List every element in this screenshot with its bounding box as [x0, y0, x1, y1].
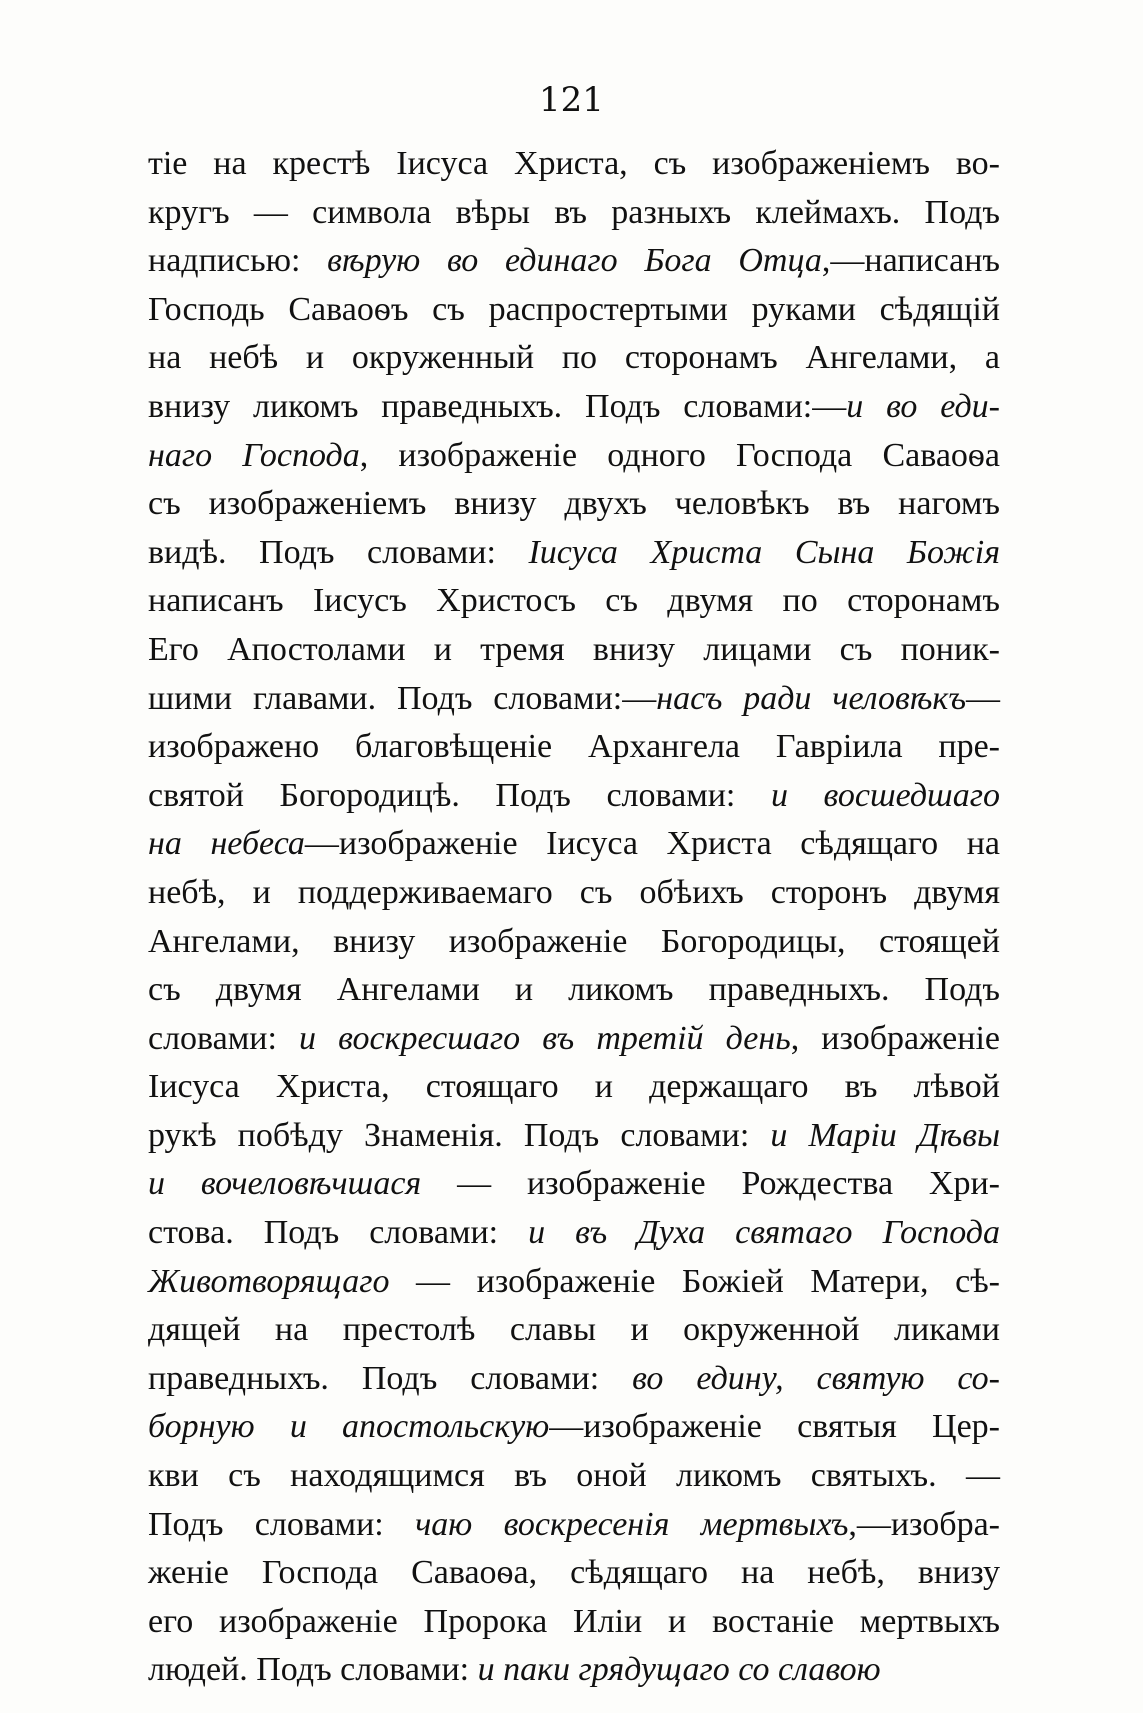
text-segment: написанъ Іисусъ Христосъ съ двумя по сторонамъ: [148, 582, 1000, 620]
italic-quote: вѣрую во единаго Бога Отца: [327, 242, 822, 280]
text-segment: словами:: [148, 1019, 300, 1057]
text-segment: Ангелами, внизу изображеніе Богородицы, стоящей: [148, 922, 1000, 960]
italic-quote: насъ ради человѣкъ: [656, 679, 966, 717]
text-line: [148, 1403, 1000, 1452]
text-line: [148, 772, 1000, 821]
text-segment: на небѣ и окруженный по сторонамъ Ангелами, а: [148, 339, 1000, 377]
text-line: [148, 1063, 1000, 1112]
text-segment: дящей на престолѣ славы и окруженной ликами: [148, 1311, 1000, 1349]
text-line: [148, 1452, 1000, 1501]
text-line: [148, 1160, 1000, 1209]
text-line: [148, 1355, 1000, 1404]
text-segment: —изображеніе Іисуса Христа сѣдящаго на: [304, 825, 1000, 863]
text-segment: съ изображеніемъ внизу двухъ человѣкъ въ нагомъ: [148, 485, 1000, 523]
text-line: [148, 1646, 1000, 1695]
text-segment: Господь Саваоѳъ съ распростертыми руками сѣдящій: [148, 290, 1000, 328]
text-segment: женіе Господа Саваоѳа, сѣдящаго на небѣ, внизу: [148, 1554, 1000, 1592]
text-line: [148, 140, 1000, 189]
italic-quote: и паки грядущаго со славою: [477, 1651, 881, 1689]
text-segment: ,—изобра-: [848, 1505, 1000, 1543]
italic-quote: и вочеловѣчшася: [148, 1165, 422, 1203]
text-segment: ,—написанъ: [821, 242, 1001, 280]
text-segment: —: [966, 679, 1000, 717]
text-line: [148, 334, 1000, 383]
text-segment: съ двумя Ангелами и ликомъ праведныхъ. Подъ: [148, 971, 1000, 1009]
text-segment: праведныхъ. Подъ словами:: [148, 1359, 633, 1397]
italic-quote: и восшедшаго: [770, 776, 1000, 814]
text-line: [148, 432, 1000, 481]
page-number: 121: [539, 80, 604, 120]
text-segment: шими главами. Подъ словами:—: [148, 679, 657, 717]
italic-quote: чаю воскресенія мертвыхъ: [415, 1505, 849, 1543]
text-line: [148, 723, 1000, 772]
text-line: [148, 237, 1000, 286]
text-line: [148, 529, 1000, 578]
text-line: [148, 189, 1000, 238]
text-segment: его изображеніе Пророка Иліи и востаніе мертвыхъ: [148, 1602, 1000, 1640]
text-segment: святой Богородицѣ. Подъ словами:: [148, 776, 771, 814]
text-line: [148, 820, 1000, 869]
text-segment: — изображеніе Рождества Хри-: [421, 1165, 1000, 1203]
italic-quote: и во еди-: [846, 387, 1001, 425]
italic-quote: Іисуса Христа Сына Божія: [528, 533, 1000, 571]
text-line: [148, 383, 1000, 432]
text-segment: людей. Подъ словами:: [148, 1651, 478, 1689]
text-line: [148, 1598, 1000, 1647]
text-segment: Іисуса Христа, стоящаго и держащаго въ лѣвой: [148, 1068, 1000, 1106]
text-segment: —изображеніе святыя Цер-: [549, 1408, 1000, 1446]
text-segment: изображено благовѣщеніе Архангела Гавріила пре-: [148, 728, 1000, 766]
text-line: [148, 1501, 1000, 1550]
italic-quote: и воскресшаго въ третій день: [299, 1019, 791, 1057]
text-line: [148, 1306, 1000, 1355]
text-line: [148, 286, 1000, 335]
text-segment: видѣ. Подъ словами:: [148, 533, 529, 571]
italic-quote: во едину, святую со-: [632, 1359, 1000, 1397]
text-segment: , изображеніе: [790, 1019, 1000, 1057]
italic-quote: борную и апостольскую: [148, 1408, 550, 1446]
text-line: [148, 918, 1000, 967]
text-segment: , изображеніе одного Господа Саваоѳа: [359, 436, 1000, 474]
italic-quote: на небеса: [148, 825, 305, 863]
text-segment: тіе на крестѣ Іисуса Христа, съ изображеніемъ во-: [148, 145, 1000, 182]
text-line: [148, 675, 1000, 724]
text-segment: Подъ словами:: [148, 1505, 416, 1543]
text-segment: внизу ликомъ праведныхъ. Подъ словами:—: [148, 387, 847, 425]
text-segment: рукѣ побѣду Знаменія. Подъ словами:: [148, 1116, 771, 1154]
text-segment: стова. Подъ словами:: [148, 1214, 529, 1252]
italic-quote: и въ Духа святаго Господа: [528, 1214, 1001, 1252]
text-line: [148, 1258, 1000, 1307]
text-line: [148, 480, 1000, 529]
text-segment: кругъ — символа вѣры въ разныхъ клеймахъ. Подъ: [148, 193, 1000, 231]
text-line: [148, 577, 1000, 626]
italic-quote: и Маріи Дѣвы: [770, 1116, 1001, 1154]
text-line: [148, 1209, 1000, 1258]
italic-quote: Животворящаго: [148, 1262, 390, 1300]
text-line: [148, 966, 1000, 1015]
text-segment: кви съ находящимся въ оной ликомъ святыхъ. —: [148, 1457, 1000, 1495]
text-segment: надписью:: [148, 242, 328, 280]
text-line: [148, 1015, 1000, 1064]
italic-quote: наго Господа: [148, 436, 360, 474]
text-line: [148, 869, 1000, 918]
body-text: [148, 140, 1000, 1695]
text-line: [148, 1549, 1000, 1598]
text-segment: — изображеніе Божіей Матери, сѣ-: [389, 1262, 1000, 1300]
text-segment: небѣ, и поддерживаемаго съ обѣихъ сторонъ двумя: [148, 873, 1000, 911]
text-line: [148, 1112, 1000, 1161]
text-line: [148, 626, 1000, 675]
text-segment: Его Апостолами и тремя внизу лицами съ поник-: [148, 630, 1000, 668]
